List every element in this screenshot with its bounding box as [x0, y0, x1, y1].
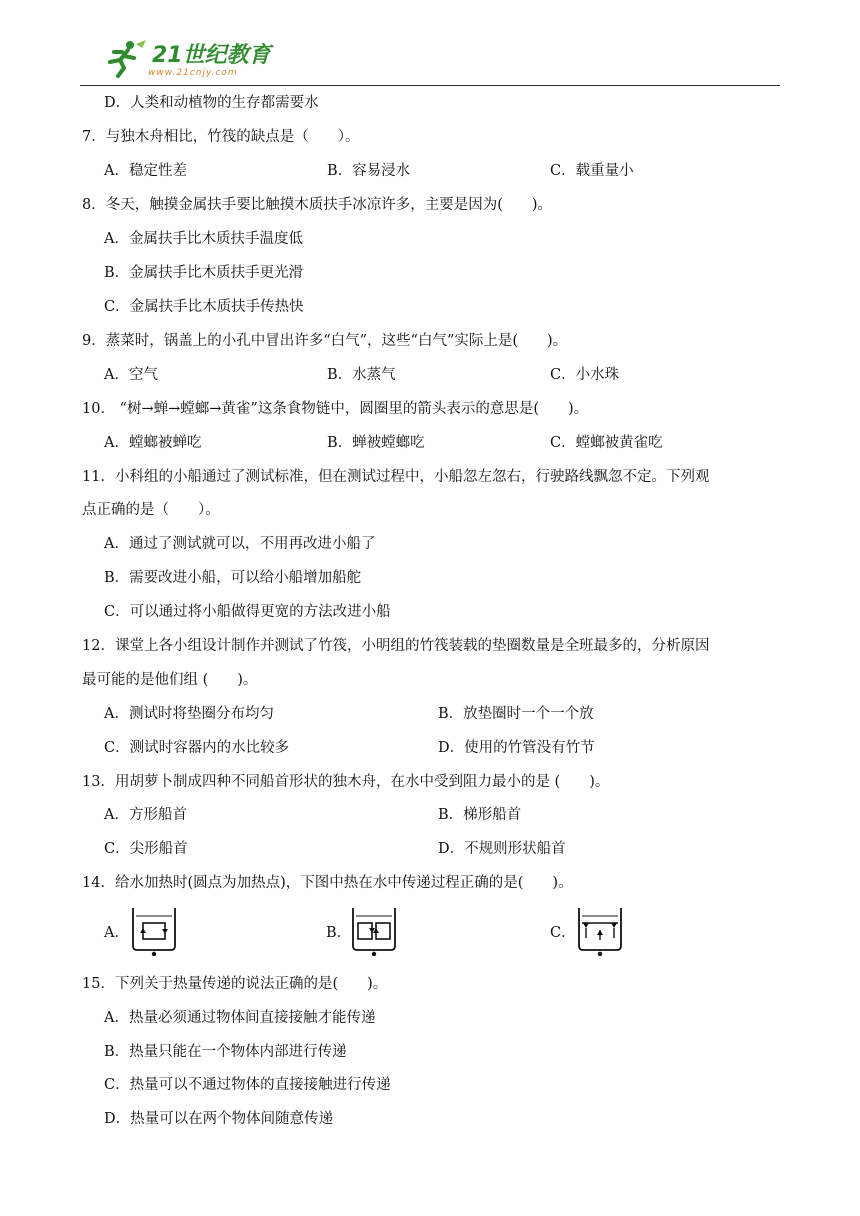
header-rule	[80, 85, 780, 86]
q8-option-a: A．金属扶手比木质扶手温度低	[104, 231, 303, 247]
logo-url: www.21cnjy.com	[148, 68, 238, 78]
question-13: 13．用胡萝卜制成四种不同船首形状的独木舟，在水中受到阻力最小的是 ( )。	[82, 774, 610, 790]
q12-option-a: A．测试时将垫圈分布均匀	[104, 706, 274, 722]
question-7: 7．与独木舟相比，竹筏的缺点是（ ）。	[82, 129, 360, 145]
question-12: 12．课堂上各小组设计制作并测试了竹筏，小明组的竹筏装载的垫圈数量是全班最多的，分析原因	[82, 638, 710, 654]
q15-option-a: A．热量必须通过物体间直接接触才能传递	[104, 1010, 376, 1026]
q11-option-b: B．需要改进小船，可以给小船增加船舵	[104, 570, 362, 586]
q8-option-b: B．金属扶手比木质扶手更光滑	[104, 265, 304, 281]
q13-option-b: B．梯形船首	[438, 807, 522, 823]
beaker-diagram-b	[350, 906, 398, 956]
q13-option-d: D．不规则形状船首	[438, 841, 566, 857]
runner-icon	[100, 38, 148, 78]
site-logo	[100, 38, 280, 86]
question-10: 10． “树→蝉→螳螂→黄雀”这条食物链中，圆圈里的箭头表示的意思是( )。	[82, 401, 589, 417]
question-15: 15．下列关于热量传递的说法正确的是( )。	[82, 976, 388, 992]
q15-option-b: B．热量只能在一个物体内部进行传递	[104, 1044, 347, 1060]
logo-text: 21世纪教育	[152, 43, 271, 68]
q10-option-c: C．螳螂被黄雀吃	[550, 435, 663, 451]
q9-option-a: A．空气	[104, 367, 158, 383]
question-8: 8．冬天，触摸金属扶手要比触摸木质扶手冰凉许多，主要是因为( )。	[82, 197, 553, 213]
question-12-cont: 最可能的是他们组 ( )。	[82, 672, 258, 688]
q10-option-b: B．蝉被螳螂吃	[327, 435, 425, 451]
q12-option-b: B．放垫圈时一个一个放	[438, 706, 594, 722]
q13-option-c: C．尖形船首	[104, 841, 188, 857]
question-9: 9．蒸菜时，锅盖上的小孔中冒出许多“白气”，这些“白气”实际上是( )。	[82, 333, 568, 349]
q7-option-a: A．稳定性差	[104, 163, 187, 179]
q15-option-d: D．热量可以在两个物体间随意传递	[104, 1111, 334, 1127]
q12-option-d: D．使用的竹管没有竹节	[438, 740, 595, 756]
q10-option-a: A．螳螂被蝉吃	[104, 435, 202, 451]
q11-option-c: C．可以通过将小船做得更宽的方法改进小船	[104, 604, 391, 620]
q9-option-b: B．水蒸气	[327, 367, 396, 383]
q14-option-c-label: C．	[550, 925, 576, 941]
q9-option-c: C．小水珠	[550, 367, 620, 383]
q8-option-c: C．金属扶手比木质扶手传热快	[104, 299, 304, 315]
q12-option-c: C．测试时容器内的水比较多	[104, 740, 290, 756]
question-11: 11．小科组的小船通过了测试标准，但在测试过程中，小船忽左忽右，行驶路线飘忽不定。下列观	[82, 469, 710, 485]
page-header	[0, 0, 860, 90]
q15-option-c: C．热量可以不通过物体的直接接触进行传递	[104, 1077, 391, 1093]
q14-option-a-label: A．	[104, 925, 129, 941]
q14-option-b-label: B．	[326, 925, 352, 941]
beaker-diagram-a	[130, 906, 178, 956]
q7-option-b: B．容易浸水	[327, 163, 411, 179]
q11-option-a: A．通过了测试就可以，不用再改进小船了	[104, 536, 376, 552]
question-14: 14．给水加热时(圆点为加热点)，下图中热在水中传递过程正确的是( )。	[82, 875, 573, 891]
q13-option-a: A．方形船首	[104, 807, 187, 823]
q6-option-d: D．人类和动植物的生存都需要水	[104, 95, 319, 111]
question-11-cont: 点正确的是（ ）。	[82, 502, 220, 518]
q7-option-c: C．载重量小	[550, 163, 634, 179]
beaker-diagram-c	[576, 906, 624, 956]
